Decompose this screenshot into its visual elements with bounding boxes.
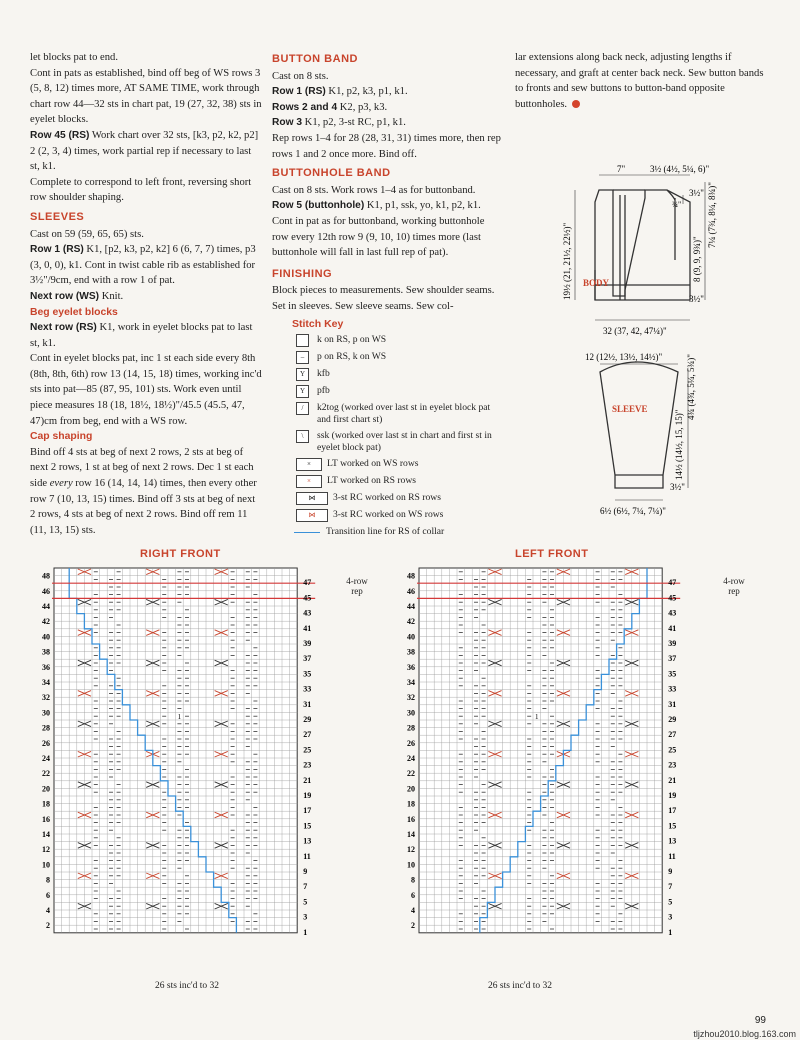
- chart-row-label-odd: 17: [303, 806, 312, 816]
- sleeve-cuff-h: 3½": [670, 482, 685, 492]
- chart-row-label-even: 30: [42, 708, 50, 718]
- stitch-key-title: Stitch Key: [292, 318, 344, 330]
- chart-row-label-even: 10: [42, 860, 50, 870]
- col1-para-3: [30, 128, 262, 175]
- chart-marker: 1: [177, 713, 182, 721]
- chart-row-label-odd: 9: [303, 867, 308, 876]
- key-label: kfb: [317, 368, 330, 379]
- col3-para: [515, 50, 765, 112]
- key-label: LT worked on RS rows: [327, 475, 417, 486]
- rc-rs-symbol-icon: ⋈: [296, 492, 328, 505]
- key-item-kfb: [292, 368, 502, 381]
- chart-row-label-odd: 25: [668, 745, 677, 755]
- key-label: LT worked on WS rows: [327, 458, 419, 469]
- end-bullet-icon: [572, 100, 580, 108]
- chart-row-label-even: 22: [407, 769, 415, 779]
- chart-row-label-even: 34: [407, 678, 415, 687]
- key-label: ssk (worked over last st in chart and first st in eyelet block pat): [317, 430, 492, 453]
- chart-row-label-even: 24: [42, 754, 50, 763]
- chart-row-label-even: 20: [42, 784, 50, 794]
- chart-row-label-odd: 23: [668, 760, 677, 770]
- key-item-knit: [292, 334, 502, 347]
- lt-ws-symbol-icon: ×: [296, 458, 322, 471]
- chart-row-label-even: 6: [411, 890, 415, 900]
- chart-row-label-odd: 35: [303, 669, 312, 679]
- left-front-chart: [395, 560, 755, 980]
- chart-row-label-odd: 39: [668, 639, 677, 648]
- right-front-title: RIGHT FRONT: [140, 548, 221, 560]
- chart-row-label-odd: 1: [668, 927, 673, 937]
- chart-row-label-odd: 35: [668, 669, 677, 679]
- chart-marker: 1: [535, 713, 539, 721]
- body-top-left: 7": [617, 164, 626, 174]
- eyelet-next-row-label: Next row (RS): [30, 322, 97, 334]
- chart-row-label-even: 44: [407, 602, 415, 611]
- watermark: tljzhou2010.blog.163.com: [693, 1029, 796, 1039]
- sleeves-row1-label: Row 1 (RS): [30, 244, 84, 256]
- chart-row-label-odd: 7: [668, 882, 673, 892]
- chart-row-label-odd: 41: [668, 623, 677, 633]
- chart-row-label-even: 36: [407, 662, 415, 672]
- knit-symbol-icon: [296, 334, 309, 347]
- key-item-ssk: [292, 430, 502, 454]
- key-label: k2tog (worked over last st in eyelet block pat and first chart st): [317, 402, 491, 425]
- chart-row-label-even: 40: [42, 632, 50, 642]
- beg-eyelet-heading: Beg eyelet blocks: [30, 306, 118, 318]
- col1-para-2: Cont in pats as established, bind off beg of WS rows 3 (5, 8, 12) times more, AT SAME TIME, work through chart row 44—32 sts in chart pat, 19 (27, 32, 38) sts in eyelet blocks.: [30, 67, 262, 126]
- left-rep-label: 4-row rep: [723, 576, 745, 596]
- sleeve-schematic: [570, 350, 770, 520]
- cap-text-b: row 16 (14, 14, 14) times, then every other row 7 (10, 13, 15) times. Bind off 3 sts at beg of next 2 rows, 4 sts at beg of next 2 rows. Bind off rem 11 (11, 13, 15) sts.: [30, 478, 257, 536]
- sleeve-length: 14½ (14½, 15, 15)": [674, 409, 684, 480]
- chart-row-label-even: 48: [407, 571, 415, 581]
- chart-row-label-odd: 47: [668, 578, 677, 588]
- col1-para-4: Complete to correspond to left front, reversing short row shoulder shaping.: [30, 176, 252, 204]
- k2tog-symbol-icon: /: [296, 402, 309, 415]
- chart-row-label-odd: 9: [668, 867, 673, 876]
- chart-row-label-even: 12: [42, 845, 50, 855]
- chart-row-label-odd: 15: [303, 821, 312, 831]
- chart-row-label-even: 2: [46, 921, 50, 931]
- chart-row-label-even: 4: [46, 906, 50, 915]
- chart-row-label-even: 46: [42, 586, 50, 596]
- right-front-chart: [30, 560, 370, 980]
- buttonhole-band-heading: BUTTONHOLE BAND: [272, 167, 391, 180]
- chart-row-label-odd: 7: [303, 882, 308, 892]
- chart-row-label-even: 6: [46, 890, 50, 900]
- right-chart-caption: 26 sts inc'd to 32: [155, 981, 219, 991]
- column-3: [515, 50, 765, 112]
- sleeves-next-row-text: Knit.: [99, 290, 124, 302]
- key-label: p on RS, k on WS: [317, 351, 387, 362]
- bh-row5-text: K1, p1, ssk, yo, k1, p2, k1. Cont in pat as for buttonband, working buttonhole row every 12th row 9 (9, 10, 10) times more (last buttonhole will fall in last full rep of pat).: [272, 200, 485, 259]
- transition-line-icon: [294, 532, 320, 533]
- sleeve-label: SLEEVE: [612, 404, 648, 414]
- column-2: [272, 50, 502, 315]
- bb-row3-label: Row 3: [272, 117, 303, 129]
- row45-label: Row 45 (RS): [30, 129, 90, 141]
- chart-row-label-even: 30: [407, 708, 415, 718]
- chart-row-label-even: 10: [407, 860, 415, 870]
- left-chart-caption: 26 sts inc'd to 32: [488, 981, 552, 991]
- chart-row-label-odd: 1: [303, 927, 308, 937]
- chart-row-label-even: 34: [42, 678, 50, 687]
- cap-shaping-heading: Cap shaping: [30, 431, 93, 443]
- body-side: 8 (9, 9, 9¾)": [692, 236, 702, 282]
- chart-row-label-even: 46: [407, 586, 415, 596]
- column-1: [30, 50, 262, 538]
- sleeve-top: 12 (12½, 13½, 14½)": [585, 352, 663, 362]
- chart-row-label-odd: 5: [303, 897, 308, 907]
- chart-row-label-even: 36: [42, 662, 50, 672]
- bh-row5-label: Row 5 (buttonhole): [272, 200, 365, 212]
- ssk-symbol-icon: \: [296, 430, 309, 443]
- chart-row-label-even: 16: [407, 814, 415, 824]
- bb-row3-text: K1, p2, 3-st RC, p1, k1.: [302, 117, 406, 129]
- bb-rows24-text: K2, p3, k3.: [337, 101, 388, 113]
- chart-row-label-odd: 19: [668, 791, 677, 800]
- pfb-symbol-icon: Y: [296, 385, 309, 398]
- body-length: 19½ (21, 21½, 22½)": [562, 222, 572, 300]
- chart-row-label-even: 42: [407, 617, 415, 627]
- eyelet-next-row: [30, 320, 262, 351]
- key-item-transition: [292, 526, 502, 538]
- chart-row-label-odd: 25: [303, 745, 312, 755]
- chart-row-label-odd: 29: [303, 715, 312, 724]
- chart-row-label-odd: 31: [303, 699, 312, 709]
- bb-row3: [272, 115, 502, 131]
- chart-row-label-even: 24: [407, 754, 415, 763]
- bb-rep: Rep rows 1–4 for 28 (28, 31, 31) times more, then rep rows 1 and 2 once more. Bind off.: [272, 132, 501, 160]
- chart-row-label-even: 8: [411, 875, 415, 885]
- chart-row-label-odd: 17: [668, 806, 677, 816]
- finishing-heading: FINISHING: [272, 267, 333, 280]
- bb-row1: [272, 84, 502, 100]
- body-width: 32 (37, 42, 47¼)": [603, 326, 667, 336]
- cap-text-a: Bind off 4 sts at beg of next 2 rows, 2 sts at beg of next 2 rows, 1 st at beg of next 2 rows. Dec 1 st each side: [30, 446, 254, 490]
- body-armhole: 7¼ (7¾, 8¼, 8¾)": [707, 182, 717, 248]
- bh-row5: [272, 198, 502, 260]
- cap-text-em: every: [49, 478, 73, 490]
- chart-row-label-even: 38: [42, 647, 50, 657]
- key-item-rc-rs: [292, 492, 502, 505]
- sleeves-row1-text: K1, [p2, k3, p2, k2] 6 (6, 7, 7) times, p3 (3, 0, 0), k1. Cont in twist cable rib as established for 3½"/9cm, end with a row 1 of pat.: [30, 244, 256, 287]
- body-quarter: ¾": [672, 200, 682, 209]
- button-band-heading: BUTTON BAND: [272, 53, 358, 65]
- key-item-lt-ws: [292, 458, 502, 471]
- chart-row-label-odd: 13: [668, 836, 677, 846]
- chart-row-label-even: 20: [407, 784, 415, 794]
- eyelet-next-row-text: K1, work in eyelet blocks pat to last st, k1.: [30, 322, 253, 349]
- chart-row-label-even: 26: [42, 738, 50, 748]
- bb-row1-label: Row 1 (RS): [272, 86, 326, 98]
- chart-row-label-odd: 37: [303, 654, 312, 664]
- key-item-rc-ws: [292, 509, 502, 522]
- col3-text: lar extensions along back neck, adjusting lengths if necessary, and graft at center back neck. Sew button bands to fronts and sew buttons to button-band opposite buttonholes.: [515, 52, 764, 110]
- purl-symbol-icon: –: [296, 351, 309, 364]
- chart-row-label-odd: 43: [303, 608, 312, 618]
- sleeve-cuff-w: 6½ (6½, 7¼, 7¼)": [600, 506, 666, 516]
- bb-rows24: [272, 100, 502, 116]
- sleeves-cast-on: Cast on 59 (59, 65, 65) sts.: [30, 228, 144, 240]
- sleeve-cap: 4¾ (4¾, 5¼, 5¾)": [686, 354, 696, 420]
- chart-row-label-even: 32: [407, 693, 415, 703]
- body-top-right: 3½ (4½, 5¼, 6)": [650, 164, 710, 174]
- chart-row-label-odd: 33: [668, 684, 677, 694]
- chart-row-label-odd: 47: [303, 578, 312, 588]
- chart-row-label-odd: 15: [668, 821, 677, 831]
- chart-row-label-odd: 41: [303, 623, 312, 633]
- chart-row-label-odd: 11: [668, 851, 676, 861]
- chart-row-label-even: 16: [42, 814, 50, 824]
- chart-row-label-odd: 27: [668, 730, 677, 740]
- bh-cast-on: Cast on 8 sts. Work rows 1–4 as for buttonband.: [272, 184, 476, 196]
- body-label: BODY: [583, 278, 610, 288]
- left-front-title: LEFT FRONT: [515, 548, 589, 560]
- chart-row-label-odd: 29: [668, 715, 677, 724]
- chart-row-label-even: 48: [42, 571, 50, 581]
- chart-row-label-odd: 33: [303, 684, 312, 694]
- chart-row-label-odd: 31: [668, 699, 677, 709]
- chart-row-label-even: 26: [407, 738, 415, 748]
- chart-row-label-odd: 21: [668, 775, 677, 785]
- key-item-pfb: [292, 385, 502, 398]
- body-rib: 3½": [689, 294, 704, 304]
- chart-row-label-odd: 45: [668, 593, 677, 603]
- eyelet-cont: Cont in eyelet blocks pat, inc 1 st each side every 8th (8th, 8th, 6th) row 13 (14, 15, 18) times, working inc'd sts into pat—85 (87, 95, 101) sts. Work even until piece measures 18 (18, 18½, 18½)"/45.5 (45.5, 47, 47)cm from beg, end with a WS row.: [30, 353, 262, 427]
- bb-rows24-label: Rows 2 and 4: [272, 101, 338, 113]
- body-shoulder: 3½": [689, 188, 704, 198]
- chart-row-label-even: 42: [42, 617, 50, 627]
- stitch-key: [292, 318, 502, 542]
- chart-row-label-odd: 13: [303, 836, 312, 846]
- sleeves-row1: [30, 242, 262, 289]
- key-item-k2tog: [292, 402, 502, 426]
- chart-row-label-odd: 37: [668, 654, 677, 664]
- chart-row-label-even: 4: [411, 906, 415, 915]
- bb-row1-text: K1, p2, k3, p1, k1.: [325, 86, 408, 98]
- chart-row-label-even: 28: [407, 723, 415, 733]
- chart-row-label-even: 18: [407, 799, 415, 809]
- chart-row-label-odd: 19: [303, 791, 312, 800]
- chart-row-label-odd: 27: [303, 730, 312, 740]
- chart-row-label-odd: 3: [303, 912, 308, 922]
- key-label: k on RS, p on WS: [317, 334, 387, 345]
- chart-grid: [417, 568, 680, 933]
- key-item-purl: [292, 351, 502, 364]
- chart-row-label-even: 14: [407, 830, 415, 839]
- chart-row-label-even: 44: [42, 602, 50, 611]
- chart-row-label-odd: 21: [303, 775, 312, 785]
- bb-cast-on: Cast on 8 sts.: [272, 70, 329, 82]
- sleeves-next-row-label: Next row (WS): [30, 290, 100, 302]
- col1-para-1: let blocks pat to end.: [30, 52, 118, 63]
- cap-shaping-text: [30, 445, 262, 539]
- chart-row-label-even: 22: [42, 769, 50, 779]
- chart-row-label-odd: 45: [303, 593, 312, 603]
- chart-row-label-odd: 23: [303, 760, 312, 770]
- rc-ws-symbol-icon: ⋈: [296, 509, 328, 522]
- row45-text: Work chart over 32 sts, [k3, p2, k2, p2] 2 (2, 3, 4) times, work partial rep if necessary to last st, k1.: [30, 129, 259, 173]
- key-item-lt-rs: [292, 475, 502, 488]
- key-label: pfb: [317, 385, 330, 396]
- kfb-symbol-icon: Y: [296, 368, 309, 381]
- key-label: 3-st RC worked on WS rows: [333, 509, 444, 520]
- chart-row-label-even: 38: [407, 647, 415, 657]
- key-label: Transition line for RS of collar: [326, 526, 445, 537]
- chart-row-label-odd: 3: [668, 912, 673, 922]
- chart-row-label-odd: 43: [668, 608, 677, 618]
- chart-row-label-odd: 5: [668, 897, 673, 907]
- chart-row-label-odd: 11: [303, 851, 311, 861]
- sleeves-heading: SLEEVES: [30, 210, 85, 223]
- chart-grid: [52, 568, 315, 933]
- chart-row-label-even: 12: [407, 845, 415, 855]
- chart-row-label-even: 32: [42, 693, 50, 703]
- chart-row-label-even: 40: [407, 632, 415, 642]
- right-rep-label: 4-row rep: [346, 576, 368, 596]
- sleeves-next-row: [30, 289, 262, 305]
- lt-rs-symbol-icon: ×: [296, 475, 322, 488]
- key-label: 3-st RC worked on RS rows: [333, 492, 441, 503]
- chart-row-label-odd: 39: [303, 639, 312, 648]
- chart-row-label-even: 14: [42, 830, 50, 839]
- chart-row-label-even: 2: [411, 921, 415, 931]
- page-number: 99: [754, 1015, 766, 1026]
- finishing-text: Block pieces to measurements. Sew shoulder seams. Set in sleeves. Sew sleeve seams. Sew col-: [272, 285, 495, 312]
- chart-row-label-even: 28: [42, 723, 50, 733]
- chart-row-label-even: 8: [46, 875, 50, 885]
- chart-row-label-even: 18: [42, 799, 50, 809]
- body-schematic: [525, 160, 775, 350]
